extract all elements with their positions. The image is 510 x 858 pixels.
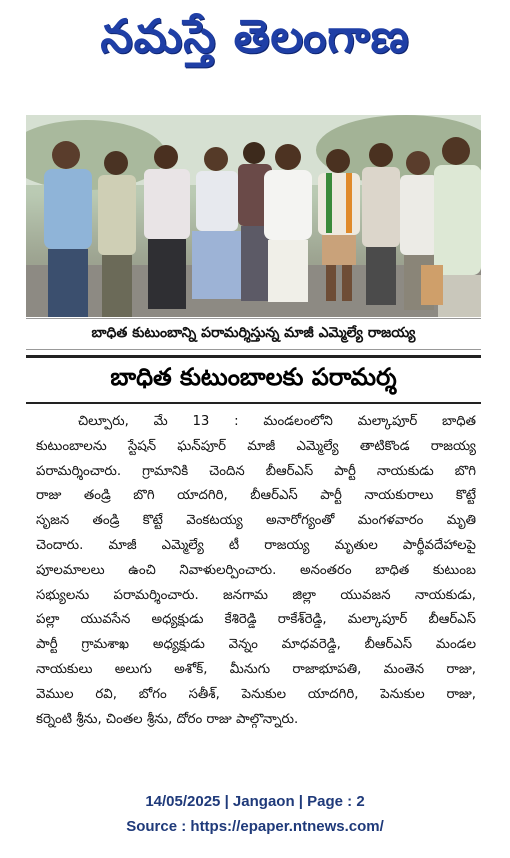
article-line: వెముల రవి, బోగం సతీశ్, పెనుకుల యాదగిరి, పెనుకుల రాజు, (36, 686, 476, 702)
newspaper-logo: నమస్తే తెలంగాణ (100, 9, 410, 63)
article-line: రాజు తండ్రి బొగి యాదగిరి, బీఆర్ఎస్ పార్టీ నాయకురాలు కొట్టే (36, 488, 476, 504)
article-line: పూలమాలలు ఉంచి నివాళులర్పించారు. అనంతరం బాధిత కుటుంబ (36, 562, 476, 578)
article-body (36, 410, 476, 732)
article-line: కుటుంబాలను స్టేషన్ ఘన్‌పూర్ మాజీ ఎమ్మెల్యే తాటికొండ రాజయ్య (36, 438, 476, 454)
article-line: పార్టీ గ్రామశాఖ అధ్యక్షుడు వెన్నం మాధవరెడ్డి, బీఆర్ఎస్ మండల (36, 637, 476, 653)
headline-top-rule (26, 355, 481, 358)
footer-date-line: 14/05/2025 | Jangaon | Page : 2 (145, 793, 365, 810)
article-line: చిల్పూరు, మే 13 : మండలంలోని మల్కాపూర్ బాధిత (78, 414, 476, 429)
article-headline: బాధిత కుటుంబాలకు పరామర్శ (110, 363, 397, 391)
article-line: పల్లా యువసేన అధ్యక్షుడు కేశిరెడ్డి రాకేశ్‌రెడ్డి, మల్కాపూర్ బీఆర్ఎస్ (36, 612, 476, 628)
article-line: చెందారు. మాజీ ఎమ్మెల్యే టీ రాజయ్య మృతుల పార్థీవదేహాలపై (36, 537, 476, 553)
news-photo (26, 115, 481, 317)
masthead (0, 0, 510, 98)
photo-caption: బాధిత కుటుంబాన్ని పరామర్శిస్తున్న మాజీ ఎమ్మెల్యే రాజయ్య (26, 318, 481, 350)
article-line: నాయకులు అలుగు అశోక్, మీనుగు రాజాభూపతి, మంతెన రాజు, (36, 661, 476, 677)
article-line: పరామర్శించారు. గ్రామానికి చెందిన బీఆర్ఎస్ పార్టీ నాయకుడు బొగి (36, 463, 476, 479)
article-line: సభ్యులను పరామర్శించారు. జనగామ జిల్లా యువజన నాయకుడు, (36, 587, 476, 603)
article-line: సృజన తండ్రి కొట్టే వెంకటయ్య అనారోగ్యంతో మంగళవారం మృతి (36, 513, 476, 529)
article-line: కర్నెంటి శ్రీను, చింతల శ్రీను, దోరం రాజు పాల్గొన్నారు. (36, 711, 299, 727)
headline-bottom-rule (26, 402, 481, 404)
footer-source-link[interactable]: Source : https://epaper.ntnews.com/ (126, 818, 384, 835)
news-photo-illustration (26, 115, 481, 317)
